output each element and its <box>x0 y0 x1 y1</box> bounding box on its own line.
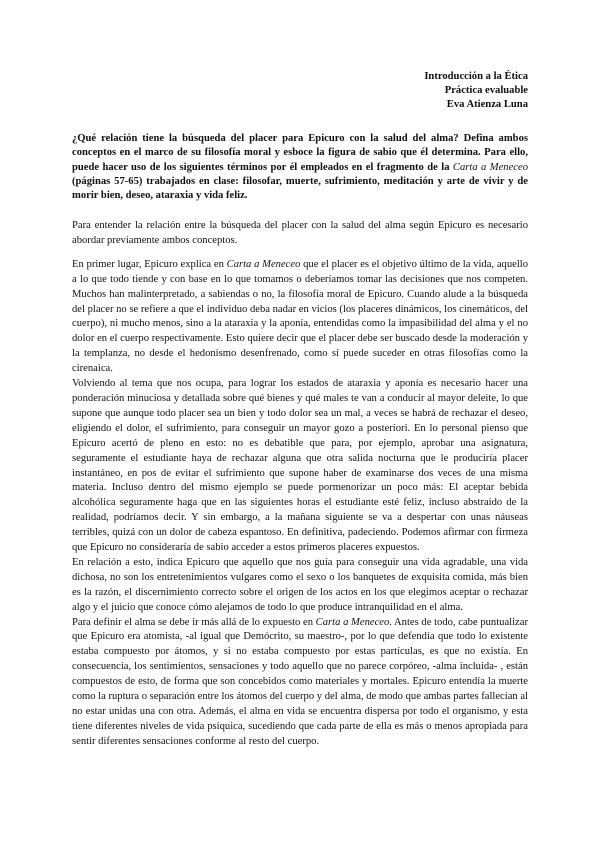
question-text-part2: (páginas 57-65) trabajados en clase: filosofar, muerte, sufrimiento, meditación y arte de vivir y de morir bien, deseo, ataraxia y vida feliz. <box>72 175 528 202</box>
paragraph-placer-start: En primer lugar, Epicuro explica en <box>72 258 227 270</box>
question-work-title: Carta a Meneceo <box>452 161 528 173</box>
author-name: Eva Atienza Luna <box>446 99 528 110</box>
paragraph-alma-rest: . Antes de todo, cabe puntualizar que Epicuro era atomista, -al igual que Demócrito, su maestro-, por lo que defendía que todo lo existente estaba compuesto por átomos, y si no estaba compuesto por estas partículas, es que no existía. En consecuencia, los sentimientos, sensaciones y todo aquello que no parece corpóreo, -alma incluida- , están compuestos de esto, de forma que son concebidos como materiales y mortales. Epicuro entendía la muerte como la ruptura o separación entre los átomos del cuerpo y del alma, de modo que ambas partes fallecían al no estar unidas una con otra. Además, el alma en vida se encuentra dispersa por todo el organismo, y esta tiene diferentes niveles de vida psíquica, sucediendo que cada parte de ella es más o menos apropiada para sentir diferentes sensaciones conforme al resto del cuerpo. <box>72 616 528 747</box>
paragraph-ataraxia: Volviendo al tema que nos ocupa, para lograr los estados de ataraxia y aponía es necesario hacer una ponderación minuciosa y detallada sobre qué bienes y qué males te van a conducir al mayor deleite, lo que supone que aunque todo placer sea un bien y todo dolor sea un mal, a veces se habrá de rechazar el deseo, eligiendo el dolor, el sufrimiento, para conseguir un mayor gozo a posteriori. En lo personal pienso que Epicuro acertó de pleno en esto: no es debatible que para, por ejemplo, aprobar una asignatura, seguramente el estudiante haya de rechazar alguna que otra salida nocturna que le produciría placer instantáneo, en pos de evitar el sufrimiento que supone haber de examinarse dos veces de una misma materia. Incluso dentro del mismo ejemplo se puede pormenorizar un poco más: El aceptar bebida alcohólica seguramente haga que en las siguientes horas el estudiante esté feliz, incluso abstraído de la realidad, podríamos decir. Y sin embargo, a la mañana siguiente se va a despertar con unas náuseas terribles, quizá con un dolor de cabeza espantoso. En definitiva, padeciendo. Podemos afirmar con firmeza que Epicuro no consideraría de sabio acceder a estos primeros placeres expuestos. <box>72 378 528 554</box>
paragraph-alma-work-title: Carta a Meneceo <box>315 616 390 628</box>
essay-body <box>72 219 528 750</box>
assignment-title: Práctica evaluable <box>444 85 528 96</box>
question-prompt <box>72 132 528 203</box>
paragraph-placer-rest: que el placer es el objetivo último de la vida, aquello a lo que todo tiende y con base en lo que tomamos o deberíamos tomar las decisiones que nos competen. Muchos han malinterpretado, a sabiendas o no, la filosofía moral de Epicuro. Cuando alude a la búsqueda del placer no se refiere a que el individuo deba nadar en vicios (los placeres dinámicos, los cinemáticos, del cuerpo), ni mucho menos, sino a la ataraxia y la aponía, entendidas como la impasibilidad del alma y el no dolor en el cuerpo respectivamente. Esto quiere decir que el placer debe ser buscado desde la moderación y la templanza, no desde el hedonismo desenfrenado, como sí puede suceder en otras filosofías como la cirenaica. <box>72 258 529 375</box>
paragraph-placer <box>72 258 528 377</box>
paragraph-razon: En relación a esto, indica Epicuro que aquello que nos guía para conseguir una vida agradable, una vida dichosa, no son los entretenimientos vulgares como el sexo o los banquetes de exquisita comida, más bien es la razón, el discernimiento correcto sobre el origen de los actos en los que elegimos aceptar o rechazar algo y el juicio que conoce cómo alejamos de todo lo que produce intranquilidad en el alma. <box>72 556 528 613</box>
paragraph-intro: Para entender la relación entre la búsqueda del placer con la salud del alma según Epicuro es necesario abordar previamente ambos conceptos. <box>72 220 528 246</box>
document-header <box>300 70 528 112</box>
paragraph-alma-start: Para definir el alma se debe ir más allá de lo expuesto en <box>72 616 316 628</box>
course-title: Introducción a la Ética <box>424 71 528 82</box>
paragraph-alma <box>72 616 528 750</box>
paragraph-placer-work-title: Carta a Meneceo <box>226 258 301 270</box>
question-text-part1: ¿Qué relación tiene la búsqueda del placer para Epicuro con la salud del alma? Defina ambos conceptos en el marco de su filosofía moral y esboce la figura de sabio que él determina. Para ello, puede hacer uso de los siguientes términos por él empleados en el fragmento de la <box>72 133 528 173</box>
